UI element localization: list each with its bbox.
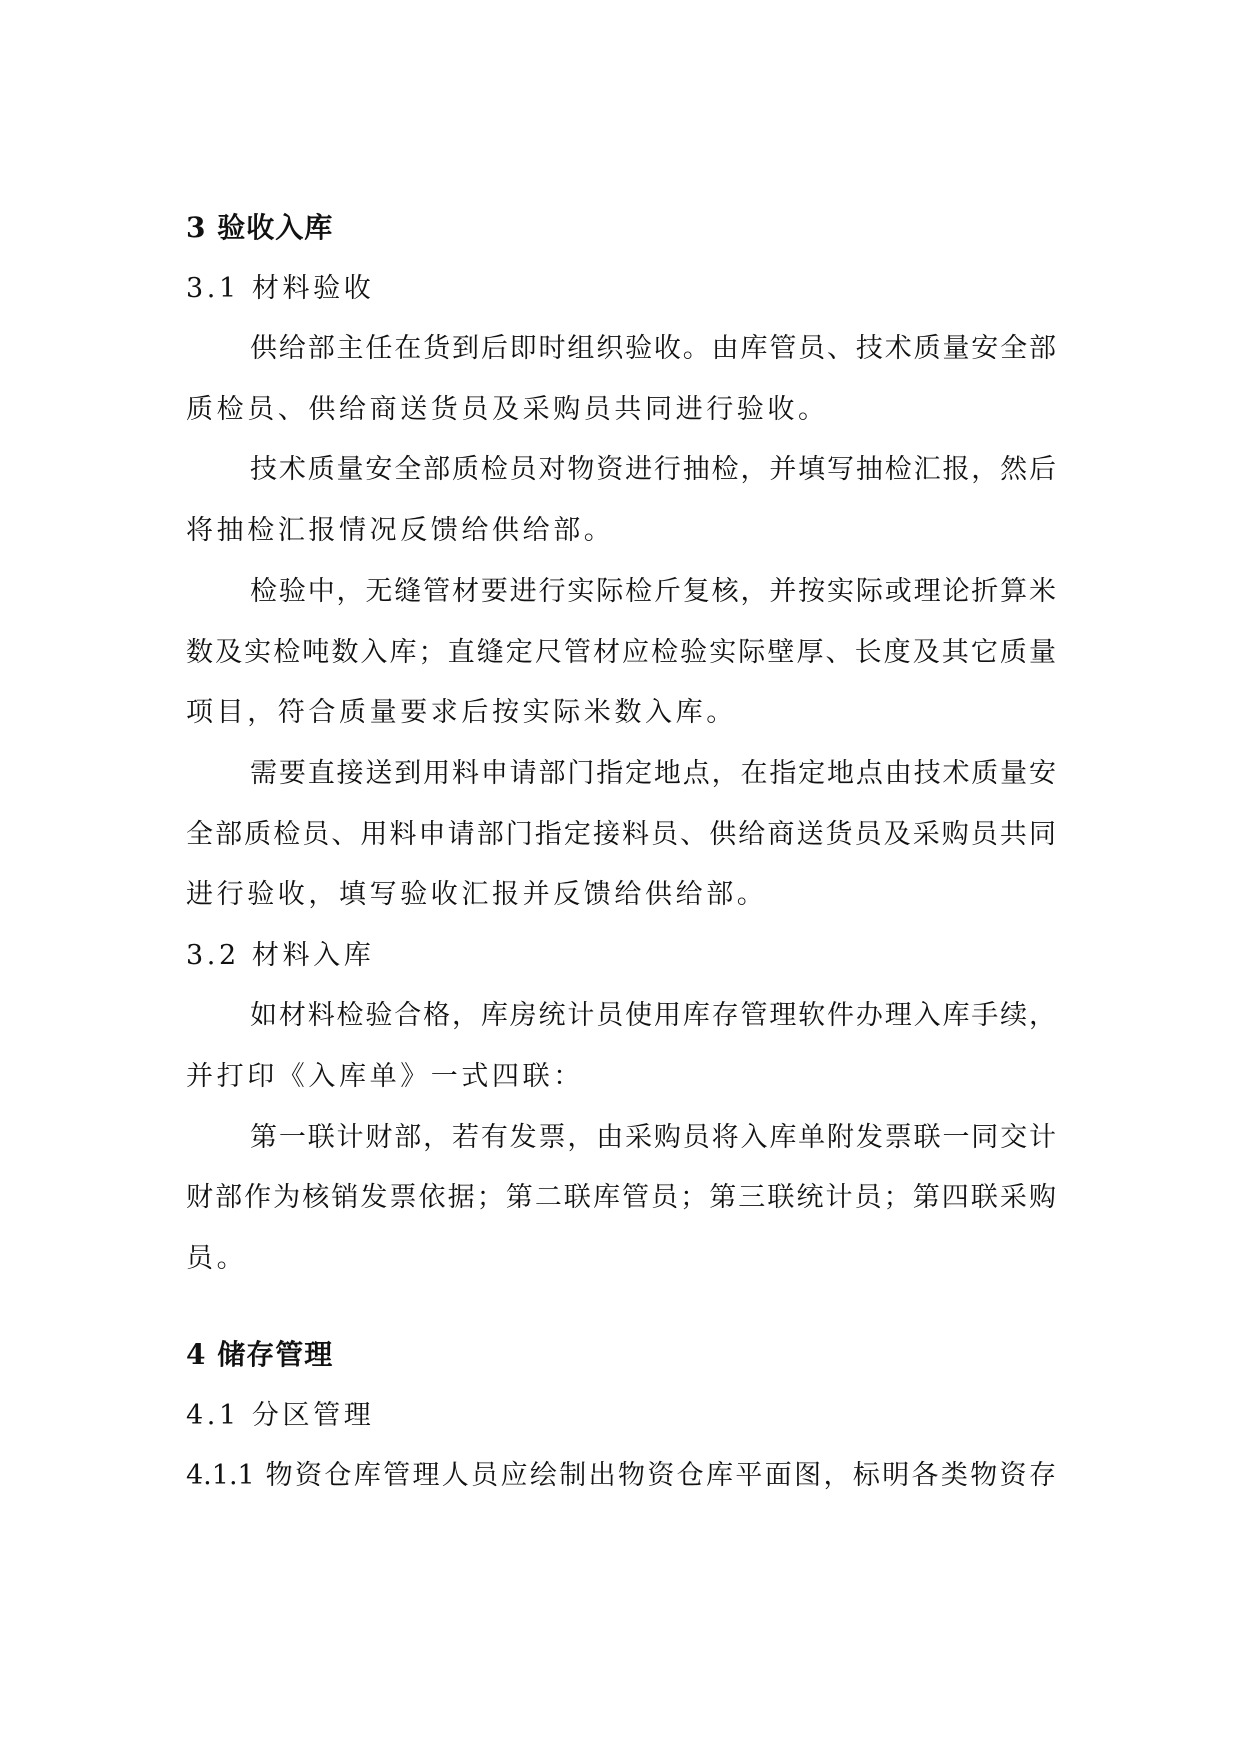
section-3-2-heading: 3.2 材料入库 [186, 940, 375, 971]
paragraph-line: 第一联计财部，若有发票，由采购员将入库单附发票联一同交计 [250, 1122, 1056, 1153]
paragraph-line: 需要直接送到用料申请部门指定地点，在指定地点由技术质量安 [250, 758, 1056, 789]
paragraph-line: 检验中，无缝管材要进行实际检斤复核，并按实际或理论折算米 [250, 576, 1056, 607]
paragraph-line: 如材料检验合格，库房统计员使用库存管理软件办理入库手续， [250, 1000, 1056, 1031]
paragraph-line: 项目，符合质量要求后按实际米数入库。 [186, 697, 737, 728]
paragraph-line: 4.1.1 物资仓库管理人员应绘制出物资仓库平面图，标明各类物资存 [186, 1460, 1056, 1491]
paragraph-line: 数及实检吨数入库；直缝定尺管材应检验实际壁厚、长度及其它质量 [186, 637, 1056, 668]
paragraph-line: 质检员、供给商送货员及采购员共同进行验收。 [186, 394, 829, 425]
paragraph-line: 技术质量安全部质检员对物资进行抽检，并填写抽检汇报，然后 [250, 454, 1056, 485]
section-4-heading: 4 储存管理 [186, 1338, 334, 1371]
paragraph-line: 并打印《入库单》一式四联： [186, 1061, 584, 1092]
section-3-1-heading: 3.1 材料验收 [186, 273, 375, 304]
section-4-1-heading: 4.1 分区管理 [186, 1400, 375, 1431]
paragraph-line: 将抽检汇报情况反馈给供给部。 [186, 515, 615, 546]
paragraph-line: 进行验收，填写验收汇报并反馈给供给部。 [186, 879, 768, 910]
paragraph-line: 财部作为核销发票依据；第二联库管员；第三联统计员；第四联采购 [186, 1182, 1056, 1213]
paragraph-line: 供给部主任在货到后即时组织验收。由库管员、技术质量安全部 [250, 333, 1056, 364]
paragraph-line: 员。 [186, 1243, 248, 1274]
paragraph-line: 全部质检员、用料申请部门指定接料员、供给商送货员及采购员共同 [186, 819, 1056, 850]
section-3-heading: 3 验收入库 [186, 211, 334, 244]
